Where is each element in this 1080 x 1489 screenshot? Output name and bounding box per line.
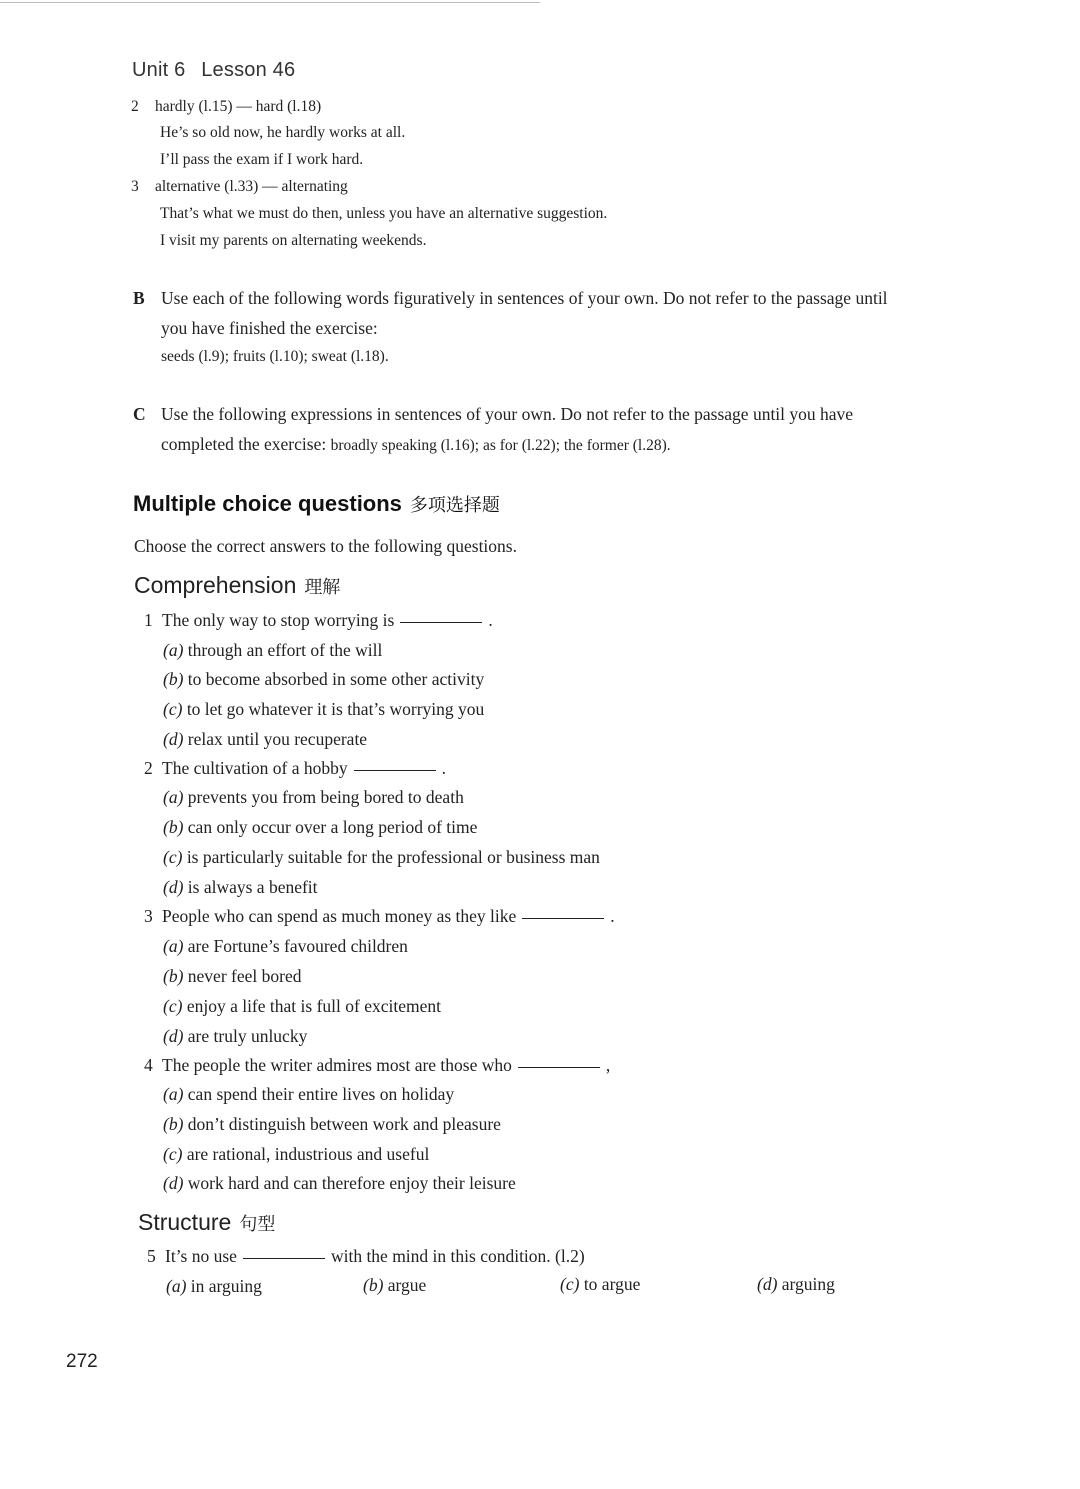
option-letter: (c) <box>163 847 183 867</box>
section-title-text: Comprehension <box>134 572 297 598</box>
question-stem: The cultivation of a hobby <box>162 758 348 778</box>
item-number: 3 <box>131 178 139 195</box>
option-letter: (a) <box>163 1084 184 1104</box>
option <box>163 1084 454 1105</box>
option-text: are Fortune’s favoured children <box>187 936 408 956</box>
option <box>163 936 408 957</box>
option <box>560 1274 640 1295</box>
question <box>144 906 615 927</box>
lesson-label: Lesson 46 <box>201 59 296 81</box>
exercise-letter: C <box>133 404 146 424</box>
question-end: , <box>605 1055 611 1075</box>
example-sentence: I’ll pass the exam if I work hard. <box>160 151 364 168</box>
option-letter: (b) <box>363 1275 384 1295</box>
mcq-title-cn: 多项选择题 <box>409 495 500 516</box>
question-stem: The people the writer admires most are those who <box>162 1055 512 1075</box>
example-sentence: I visit my parents on alternating weekends. <box>160 232 427 249</box>
option <box>163 787 464 808</box>
page-number: 272 <box>66 1351 98 1372</box>
question <box>144 1055 610 1076</box>
option-letter: (b) <box>163 966 184 986</box>
option-text: arguing <box>781 1274 835 1294</box>
option <box>163 996 441 1017</box>
mcq-title <box>133 491 500 517</box>
option-letter: (a) <box>163 787 184 807</box>
option-text: in arguing <box>190 1276 262 1296</box>
option <box>163 669 484 690</box>
example-sentence: That’s what we must do then, unless you have an alternative suggestion. <box>160 205 608 222</box>
question-number: 3 <box>144 906 153 926</box>
option-letter: (d) <box>163 877 184 897</box>
section-title-cn: 句型 <box>239 1214 276 1235</box>
item-number: 2 <box>131 98 139 115</box>
option-letter: (d) <box>163 729 184 749</box>
option-text: to let go whatever it is that’s worrying you <box>186 699 485 719</box>
option <box>163 1173 516 1194</box>
option-text: enjoy a life that is full of excitement <box>186 996 441 1016</box>
question <box>144 758 446 779</box>
option-letter: (a) <box>163 936 184 956</box>
question-number: 1 <box>144 610 153 630</box>
unit-label: Unit 6 <box>132 59 186 81</box>
question-end: . <box>488 610 493 630</box>
option-text: can spend their entire lives on holiday <box>187 1084 455 1104</box>
option <box>163 1114 501 1135</box>
option-text: to argue <box>583 1274 641 1294</box>
option-letter: (a) <box>166 1276 187 1296</box>
answer-blank <box>522 917 604 919</box>
option-text: is particularly suitable for the professional or business man <box>186 847 600 867</box>
option-letter: (b) <box>163 1114 184 1134</box>
option-text: to become absorbed in some other activity <box>187 669 485 689</box>
option <box>163 847 600 868</box>
section-title-cn: 理解 <box>304 577 341 598</box>
option <box>163 640 382 661</box>
mcq-title-text: Multiple choice questions <box>133 491 402 516</box>
option-text: never feel bored <box>187 966 302 986</box>
page-header <box>132 59 295 82</box>
top-rule <box>0 2 540 3</box>
answer-blank <box>400 621 482 623</box>
option-letter: (c) <box>163 1144 183 1164</box>
option <box>757 1274 835 1295</box>
exercise-words: seeds (l.9); fruits (l.10); sweat (l.18). <box>161 348 389 365</box>
exercise-text: completed the exercise: <box>161 434 327 454</box>
question-stem: It’s no use <box>165 1246 237 1266</box>
question-end: . <box>610 906 615 926</box>
exercise-text-line2 <box>161 434 671 455</box>
option <box>166 1276 262 1297</box>
option-letter: (a) <box>163 640 184 660</box>
option-text: work hard and can therefore enjoy their leisure <box>187 1173 516 1193</box>
question <box>144 610 493 631</box>
option <box>163 817 477 838</box>
option-text: can only occur over a long period of time <box>187 817 478 837</box>
word-pair-heading <box>131 178 348 196</box>
word-pair-heading <box>131 98 321 116</box>
exercise-terms: broadly speaking (l.16); as for (l.22); the former (l.28). <box>330 437 671 454</box>
example-sentence: He’s so old now, he hardly works at all. <box>160 124 406 141</box>
option-text: prevents you from being bored to death <box>187 787 464 807</box>
option-letter: (b) <box>163 669 184 689</box>
option-letter: (c) <box>163 699 183 719</box>
word-pair: alternative (l.33) — alternating <box>155 178 348 195</box>
answer-blank <box>518 1066 600 1068</box>
option <box>163 1026 307 1047</box>
option-text: are truly unlucky <box>187 1026 308 1046</box>
question-stem: The only way to stop worrying is <box>162 610 395 630</box>
structure-title <box>138 1209 275 1236</box>
option-text: argue <box>387 1275 427 1295</box>
option-letter: (c) <box>163 996 183 1016</box>
answer-blank <box>354 769 436 771</box>
exercise-text: Use each of the following words figuratively in sentences of your own. Do not refer to the passage until <box>161 288 888 308</box>
instructions: Choose the correct answers to the following questions. <box>134 536 517 556</box>
answer-blank <box>243 1257 325 1259</box>
exercise-b <box>133 288 888 309</box>
option-text: relax until you recuperate <box>187 729 368 749</box>
exercise-text: you have finished the exercise: <box>161 318 378 338</box>
exercise-c <box>133 404 853 425</box>
option-text: are rational, industrious and useful <box>186 1144 430 1164</box>
question-number: 4 <box>144 1055 153 1075</box>
option <box>163 1144 429 1165</box>
option <box>163 699 484 720</box>
exercise-text: Use the following expressions in sentences of your own. Do not refer to the passage until you have <box>161 404 854 424</box>
option <box>163 966 301 987</box>
question-number: 2 <box>144 758 153 778</box>
option-letter: (d) <box>163 1026 184 1046</box>
section-title-text: Structure <box>138 1209 232 1235</box>
option-text: is always a benefit <box>187 877 318 897</box>
option-text: don’t distinguish between work and pleasure <box>187 1114 501 1134</box>
option-letter: (d) <box>757 1274 778 1294</box>
option <box>163 729 367 750</box>
question-stem: People who can spend as much money as they like <box>162 906 517 926</box>
word-pair: hardly (l.15) — hard (l.18) <box>155 98 322 115</box>
question <box>147 1246 585 1267</box>
question-number: 5 <box>147 1246 156 1266</box>
comprehension-title <box>134 572 340 599</box>
option-letter: (c) <box>560 1274 580 1294</box>
option <box>163 877 318 898</box>
option-letter: (b) <box>163 817 184 837</box>
option-letter: (d) <box>163 1173 184 1193</box>
question-end: . <box>441 758 447 778</box>
exercise-letter: B <box>133 288 145 308</box>
option-text: through an effort of the will <box>187 640 383 660</box>
question-stem-after: with the mind in this condition. (l.2) <box>330 1246 585 1266</box>
option <box>363 1275 426 1296</box>
